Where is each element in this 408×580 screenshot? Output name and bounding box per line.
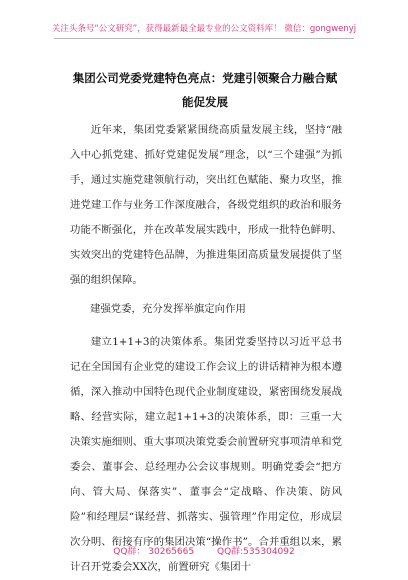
document-title: 集团公司党委党建特色亮点：党建引领聚合力融合赋能促发展	[72, 71, 338, 109]
footer	[0, 544, 408, 557]
footer-qq-group-1: QQ群： 30265665	[113, 547, 195, 557]
header-divider	[54, 38, 354, 39]
section-heading: 建强党委，充分发挥举旗定向作用	[90, 303, 246, 315]
paragraph-intro: 近年来，集团党委紧紧围绕高质量发展主线，坚持“融入中心抓党建、抓好党建促发展”理念，以“三个建强”为抓手，通过实施党建领航行动，突出红色赋能、聚力攻坚，推进党建工作与业务工作深度融合，各级党组织的政治和服务功能不断强化，并在改革发展实践中，形成一批特色鲜明、实效突出的党建特色品牌，为推进集团高质量发展提供了坚强的组织保障。	[70, 124, 342, 286]
footer-qq-group-2: QQ群:535304092	[216, 547, 295, 557]
paragraph-decision-system: 建立1+1+3的决策体系。集团党委坚持以习近平总书记在全国国有企业党的建设工作会议上的讲话精神为根本遵循，深入推动中国特色现代企业制度建设，紧密围绕发展战略、经营实际，建立起1+1+3的决策体系，即：三重一大决策实施细则、重大事项决策党委会前置研究事项清单和党委会、董事会、总经理办公会议事规则。明确党委会“把方向、管大局、保落实”、董事会“定战略、作决策、防风险”和经理层“谋经营、抓落实、强管理”作用定位，形成层次分明、衔接有序的集团决策“操作书”。合并重组以来，累计召开党委会XX次，前置研究《集团十	[70, 336, 342, 573]
header-banner: 关注头条号“公文研究”，获得最新最全最专业的公文资料库！ 微信：gongwenyj	[51, 24, 357, 34]
